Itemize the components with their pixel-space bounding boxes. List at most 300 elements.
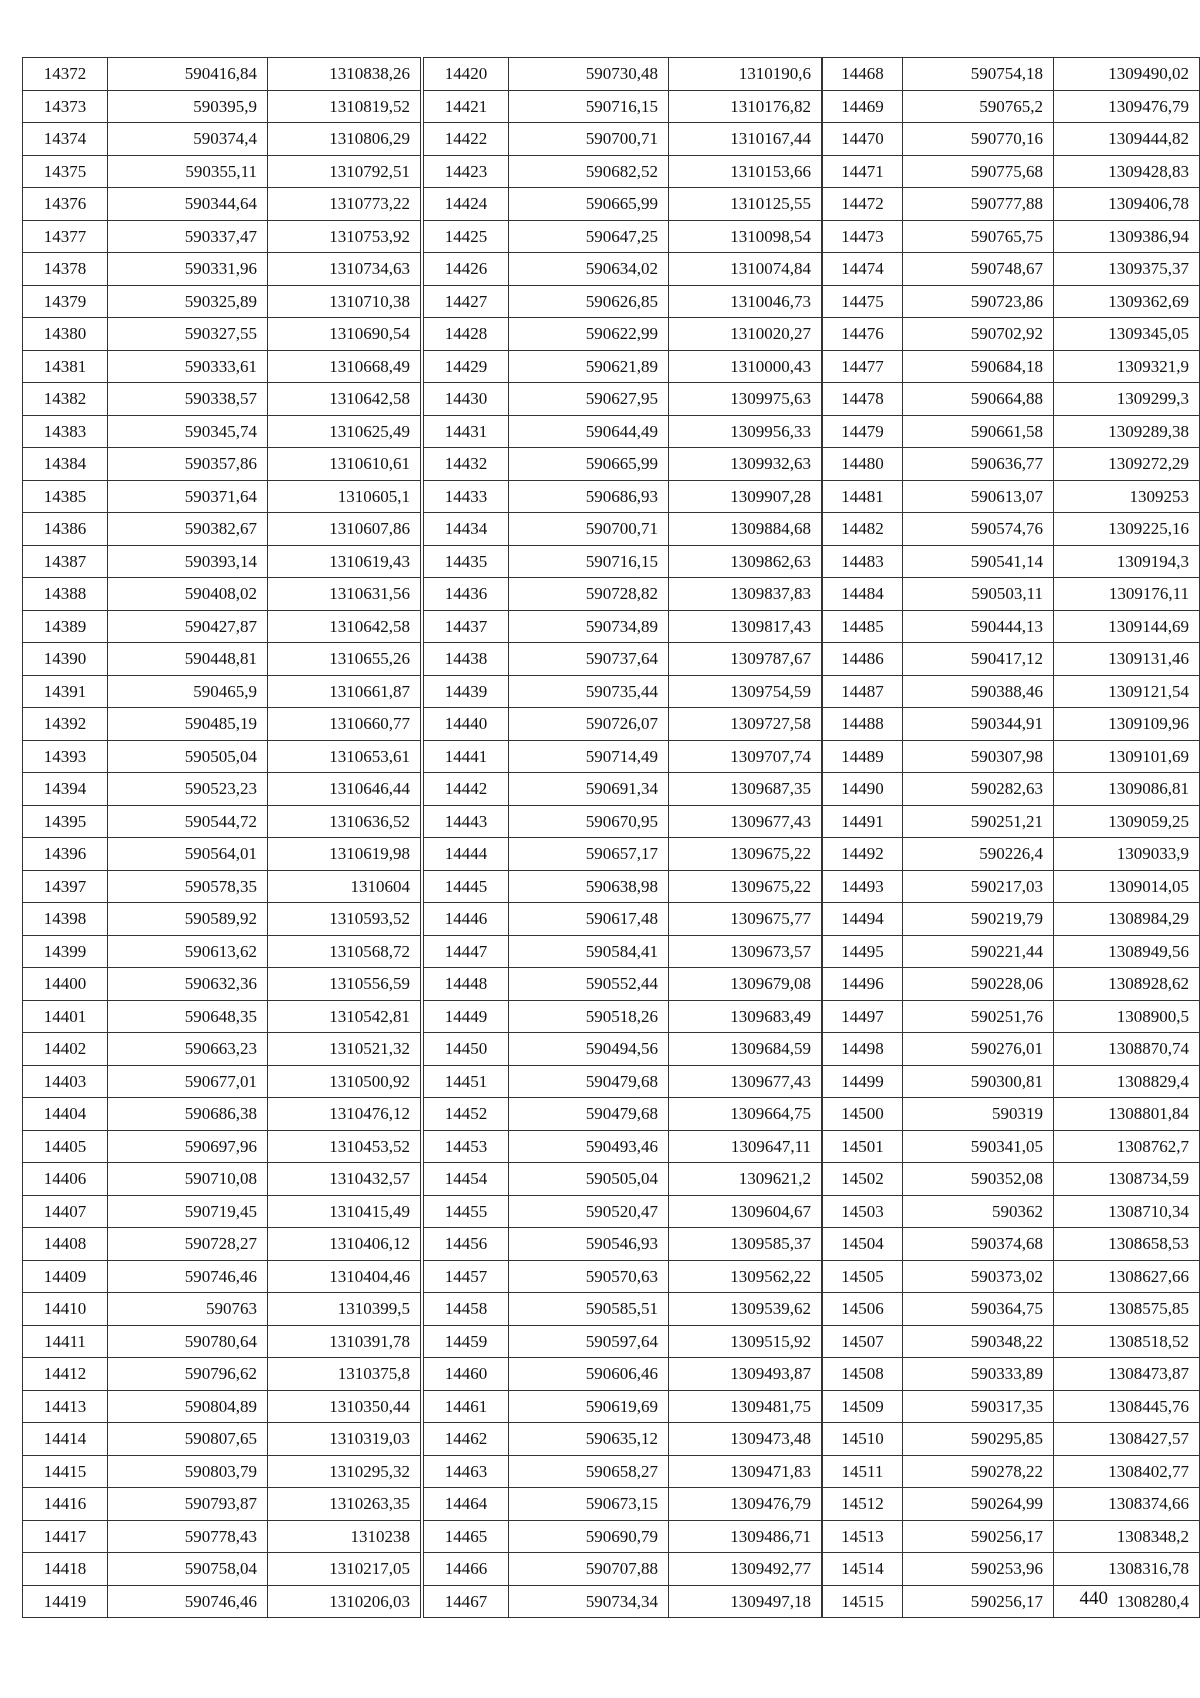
point-number-cell: 14476 bbox=[823, 318, 903, 351]
table-row bbox=[823, 773, 1200, 806]
x-coordinate-cell: 590331,96 bbox=[108, 253, 268, 286]
y-coordinate-cell: 1309684,59 bbox=[669, 1033, 822, 1066]
x-coordinate-cell: 590734,89 bbox=[509, 610, 669, 643]
point-number-cell: 14383 bbox=[23, 415, 108, 448]
x-coordinate-cell: 590621,89 bbox=[509, 350, 669, 383]
y-coordinate-cell: 1309492,77 bbox=[669, 1553, 822, 1586]
point-number-cell: 14391 bbox=[23, 675, 108, 708]
y-coordinate-cell: 1310660,77 bbox=[268, 708, 421, 741]
x-coordinate-cell: 590307,98 bbox=[902, 740, 1053, 773]
y-coordinate-cell: 1309109,96 bbox=[1053, 708, 1199, 741]
y-coordinate-cell: 1309362,69 bbox=[1053, 285, 1199, 318]
x-coordinate-cell: 590221,44 bbox=[902, 935, 1053, 968]
table-row bbox=[23, 1098, 421, 1131]
x-coordinate-cell: 590485,19 bbox=[108, 708, 268, 741]
table-row bbox=[23, 448, 421, 481]
table-row bbox=[23, 903, 421, 936]
x-coordinate-cell: 590647,25 bbox=[509, 220, 669, 253]
point-number-cell: 14425 bbox=[424, 220, 509, 253]
x-coordinate-cell: 590686,38 bbox=[108, 1098, 268, 1131]
point-number-cell: 14396 bbox=[23, 838, 108, 871]
table-row bbox=[23, 935, 421, 968]
x-coordinate-cell: 590448,81 bbox=[108, 643, 268, 676]
x-coordinate-cell: 590700,71 bbox=[509, 513, 669, 546]
point-number-cell: 14480 bbox=[823, 448, 903, 481]
y-coordinate-cell: 1309131,46 bbox=[1053, 643, 1199, 676]
y-coordinate-cell: 1309837,83 bbox=[669, 578, 822, 611]
point-number-cell: 14410 bbox=[23, 1293, 108, 1326]
page-number: 440 bbox=[1079, 1588, 1108, 1609]
point-number-cell: 14451 bbox=[424, 1065, 509, 1098]
point-number-cell: 14447 bbox=[424, 935, 509, 968]
y-coordinate-cell: 1309272,29 bbox=[1053, 448, 1199, 481]
point-number-cell: 14445 bbox=[424, 870, 509, 903]
y-coordinate-cell: 1308316,78 bbox=[1053, 1553, 1199, 1586]
y-coordinate-cell: 1308734,59 bbox=[1053, 1163, 1199, 1196]
y-coordinate-cell: 1309486,71 bbox=[669, 1520, 822, 1553]
y-coordinate-cell: 1308575,85 bbox=[1053, 1293, 1199, 1326]
x-coordinate-cell: 590670,95 bbox=[509, 805, 669, 838]
table-row bbox=[424, 383, 822, 416]
y-coordinate-cell: 1309121,54 bbox=[1053, 675, 1199, 708]
point-number-cell: 14412 bbox=[23, 1358, 108, 1391]
point-number-cell: 14478 bbox=[823, 383, 903, 416]
table-row bbox=[823, 1130, 1200, 1163]
y-coordinate-cell: 1310655,26 bbox=[268, 643, 421, 676]
point-number-cell: 14460 bbox=[424, 1358, 509, 1391]
table-row bbox=[23, 188, 421, 221]
table-row bbox=[23, 1585, 421, 1618]
point-number-cell: 14465 bbox=[424, 1520, 509, 1553]
y-coordinate-cell: 1309014,05 bbox=[1053, 870, 1199, 903]
table-row bbox=[424, 448, 822, 481]
point-number-cell: 14483 bbox=[823, 545, 903, 578]
x-coordinate-cell: 590648,35 bbox=[108, 1000, 268, 1033]
y-coordinate-cell: 1309289,38 bbox=[1053, 415, 1199, 448]
point-number-cell: 14452 bbox=[424, 1098, 509, 1131]
x-coordinate-cell: 590333,89 bbox=[902, 1358, 1053, 1391]
y-coordinate-cell: 1310646,44 bbox=[268, 773, 421, 806]
table-row bbox=[823, 155, 1200, 188]
point-number-cell: 14373 bbox=[23, 90, 108, 123]
x-coordinate-cell: 590638,98 bbox=[509, 870, 669, 903]
point-number-cell: 14389 bbox=[23, 610, 108, 643]
x-coordinate-cell: 590444,13 bbox=[902, 610, 1053, 643]
x-coordinate-cell: 590300,81 bbox=[902, 1065, 1053, 1098]
point-number-cell: 14454 bbox=[424, 1163, 509, 1196]
x-coordinate-cell: 590570,63 bbox=[509, 1260, 669, 1293]
y-coordinate-cell: 1309562,22 bbox=[669, 1260, 822, 1293]
y-coordinate-cell: 1310074,84 bbox=[669, 253, 822, 286]
x-coordinate-cell: 590778,43 bbox=[108, 1520, 268, 1553]
table-row bbox=[823, 480, 1200, 513]
x-coordinate-cell: 590256,17 bbox=[902, 1585, 1053, 1618]
point-number-cell: 14381 bbox=[23, 350, 108, 383]
x-coordinate-cell: 590716,15 bbox=[509, 90, 669, 123]
y-coordinate-cell: 1308280,4 bbox=[1053, 1585, 1199, 1618]
table-row bbox=[823, 318, 1200, 351]
point-number-cell: 14402 bbox=[23, 1033, 108, 1066]
x-coordinate-cell: 590552,44 bbox=[509, 968, 669, 1001]
point-number-cell: 14434 bbox=[424, 513, 509, 546]
x-coordinate-cell: 590613,62 bbox=[108, 935, 268, 968]
point-number-cell: 14515 bbox=[823, 1585, 903, 1618]
point-number-cell: 14510 bbox=[823, 1423, 903, 1456]
y-coordinate-cell: 1310476,12 bbox=[268, 1098, 421, 1131]
x-coordinate-cell: 590408,02 bbox=[108, 578, 268, 611]
y-coordinate-cell: 1310167,44 bbox=[669, 123, 822, 156]
point-number-cell: 14392 bbox=[23, 708, 108, 741]
x-coordinate-cell: 590494,56 bbox=[509, 1033, 669, 1066]
table-row bbox=[823, 1293, 1200, 1326]
x-coordinate-cell: 590803,79 bbox=[108, 1455, 268, 1488]
y-coordinate-cell: 1308984,29 bbox=[1053, 903, 1199, 936]
coordinate-table-2 bbox=[423, 57, 822, 1618]
y-coordinate-cell: 1308374,66 bbox=[1053, 1488, 1199, 1521]
point-number-cell: 14474 bbox=[823, 253, 903, 286]
point-number-cell: 14486 bbox=[823, 643, 903, 676]
table-row bbox=[23, 1163, 421, 1196]
point-number-cell: 14456 bbox=[424, 1228, 509, 1261]
x-coordinate-cell: 590758,04 bbox=[108, 1553, 268, 1586]
y-coordinate-cell: 1309515,92 bbox=[669, 1325, 822, 1358]
point-number-cell: 14458 bbox=[424, 1293, 509, 1326]
point-number-cell: 14489 bbox=[823, 740, 903, 773]
x-coordinate-cell: 590664,88 bbox=[902, 383, 1053, 416]
table-row bbox=[823, 1098, 1200, 1131]
y-coordinate-cell: 1309059,25 bbox=[1053, 805, 1199, 838]
point-number-cell: 14491 bbox=[823, 805, 903, 838]
y-coordinate-cell: 1308762,7 bbox=[1053, 1130, 1199, 1163]
point-number-cell: 14417 bbox=[23, 1520, 108, 1553]
point-number-cell: 14406 bbox=[23, 1163, 108, 1196]
point-number-cell: 14424 bbox=[424, 188, 509, 221]
y-coordinate-cell: 1308829,4 bbox=[1053, 1065, 1199, 1098]
x-coordinate-cell: 590665,99 bbox=[509, 448, 669, 481]
table-row bbox=[424, 1520, 822, 1553]
y-coordinate-cell: 1308658,53 bbox=[1053, 1228, 1199, 1261]
table-row bbox=[424, 1033, 822, 1066]
table-row bbox=[823, 1390, 1200, 1423]
point-number-cell: 14453 bbox=[424, 1130, 509, 1163]
point-number-cell: 14441 bbox=[424, 740, 509, 773]
x-coordinate-cell: 590325,89 bbox=[108, 285, 268, 318]
point-number-cell: 14512 bbox=[823, 1488, 903, 1521]
table-row bbox=[23, 578, 421, 611]
point-number-cell: 14405 bbox=[23, 1130, 108, 1163]
table-row bbox=[23, 90, 421, 123]
x-coordinate-cell: 590796,62 bbox=[108, 1358, 268, 1391]
table-row bbox=[23, 1033, 421, 1066]
y-coordinate-cell: 1310773,22 bbox=[268, 188, 421, 221]
x-coordinate-cell: 590617,48 bbox=[509, 903, 669, 936]
table-row bbox=[424, 188, 822, 221]
x-coordinate-cell: 590807,65 bbox=[108, 1423, 268, 1456]
point-number-cell: 14492 bbox=[823, 838, 903, 871]
table-row bbox=[424, 1358, 822, 1391]
x-coordinate-cell: 590295,85 bbox=[902, 1423, 1053, 1456]
y-coordinate-cell: 1309647,11 bbox=[669, 1130, 822, 1163]
table-row bbox=[823, 1358, 1200, 1391]
table-row bbox=[823, 448, 1200, 481]
point-number-cell: 14499 bbox=[823, 1065, 903, 1098]
x-coordinate-cell: 590714,49 bbox=[509, 740, 669, 773]
point-number-cell: 14423 bbox=[424, 155, 509, 188]
table-row bbox=[424, 903, 822, 936]
y-coordinate-cell: 1310391,78 bbox=[268, 1325, 421, 1358]
table-row bbox=[23, 1520, 421, 1553]
y-coordinate-cell: 1309677,43 bbox=[669, 805, 822, 838]
point-number-cell: 14397 bbox=[23, 870, 108, 903]
table-row bbox=[823, 968, 1200, 1001]
point-number-cell: 14432 bbox=[424, 448, 509, 481]
table-row bbox=[424, 1293, 822, 1326]
table-row bbox=[23, 1065, 421, 1098]
y-coordinate-cell: 1308473,87 bbox=[1053, 1358, 1199, 1391]
x-coordinate-cell: 590338,57 bbox=[108, 383, 268, 416]
y-coordinate-cell: 1310153,66 bbox=[669, 155, 822, 188]
point-number-cell: 14395 bbox=[23, 805, 108, 838]
point-number-cell: 14427 bbox=[424, 285, 509, 318]
x-coordinate-cell: 590723,86 bbox=[902, 285, 1053, 318]
y-coordinate-cell: 1310406,12 bbox=[268, 1228, 421, 1261]
table-row bbox=[823, 1195, 1200, 1228]
table-row bbox=[823, 1553, 1200, 1586]
y-coordinate-cell: 1310190,6 bbox=[669, 58, 822, 91]
table-row bbox=[424, 350, 822, 383]
x-coordinate-cell: 590251,76 bbox=[902, 1000, 1053, 1033]
point-number-cell: 14493 bbox=[823, 870, 903, 903]
x-coordinate-cell: 590700,71 bbox=[509, 123, 669, 156]
y-coordinate-cell: 1310542,81 bbox=[268, 1000, 421, 1033]
table-row bbox=[823, 675, 1200, 708]
x-coordinate-cell: 590754,18 bbox=[902, 58, 1053, 91]
point-number-cell: 14446 bbox=[424, 903, 509, 936]
table-row bbox=[23, 285, 421, 318]
table-row bbox=[424, 675, 822, 708]
table-row bbox=[424, 805, 822, 838]
y-coordinate-cell: 1309144,69 bbox=[1053, 610, 1199, 643]
point-number-cell: 14508 bbox=[823, 1358, 903, 1391]
point-number-cell: 14464 bbox=[424, 1488, 509, 1521]
table-row bbox=[424, 1455, 822, 1488]
y-coordinate-cell: 1309493,87 bbox=[669, 1358, 822, 1391]
table-row bbox=[823, 903, 1200, 936]
y-coordinate-cell: 1310432,57 bbox=[268, 1163, 421, 1196]
table-row bbox=[23, 155, 421, 188]
x-coordinate-cell: 590256,17 bbox=[902, 1520, 1053, 1553]
table-row bbox=[424, 740, 822, 773]
y-coordinate-cell: 1310453,52 bbox=[268, 1130, 421, 1163]
point-number-cell: 14404 bbox=[23, 1098, 108, 1131]
x-coordinate-cell: 590253,96 bbox=[902, 1553, 1053, 1586]
point-number-cell: 14466 bbox=[424, 1553, 509, 1586]
point-number-cell: 14496 bbox=[823, 968, 903, 1001]
x-coordinate-cell: 590333,61 bbox=[108, 350, 268, 383]
y-coordinate-cell: 1309444,82 bbox=[1053, 123, 1199, 156]
x-coordinate-cell: 590622,99 bbox=[509, 318, 669, 351]
x-coordinate-cell: 590493,46 bbox=[509, 1130, 669, 1163]
point-number-cell: 14488 bbox=[823, 708, 903, 741]
x-coordinate-cell: 590278,22 bbox=[902, 1455, 1053, 1488]
table-row bbox=[424, 513, 822, 546]
x-coordinate-cell: 590726,07 bbox=[509, 708, 669, 741]
y-coordinate-cell: 1309975,63 bbox=[669, 383, 822, 416]
x-coordinate-cell: 590564,01 bbox=[108, 838, 268, 871]
x-coordinate-cell: 590337,47 bbox=[108, 220, 268, 253]
table-row bbox=[424, 708, 822, 741]
x-coordinate-cell: 590520,47 bbox=[509, 1195, 669, 1228]
x-coordinate-cell: 590503,11 bbox=[902, 578, 1053, 611]
point-number-cell: 14481 bbox=[823, 480, 903, 513]
y-coordinate-cell: 1308518,52 bbox=[1053, 1325, 1199, 1358]
y-coordinate-cell: 1309101,69 bbox=[1053, 740, 1199, 773]
y-coordinate-cell: 1309225,16 bbox=[1053, 513, 1199, 546]
x-coordinate-cell: 590702,92 bbox=[902, 318, 1053, 351]
x-coordinate-cell: 590352,08 bbox=[902, 1163, 1053, 1196]
y-coordinate-cell: 1308710,34 bbox=[1053, 1195, 1199, 1228]
x-coordinate-cell: 590344,64 bbox=[108, 188, 268, 221]
table-row bbox=[823, 1455, 1200, 1488]
x-coordinate-cell: 590228,06 bbox=[902, 968, 1053, 1001]
x-coordinate-cell: 590644,49 bbox=[509, 415, 669, 448]
table-row bbox=[23, 1228, 421, 1261]
y-coordinate-cell: 1310610,61 bbox=[268, 448, 421, 481]
point-number-cell: 14511 bbox=[823, 1455, 903, 1488]
x-coordinate-cell: 590730,48 bbox=[509, 58, 669, 91]
y-coordinate-cell: 1310661,87 bbox=[268, 675, 421, 708]
table-row bbox=[823, 740, 1200, 773]
table-row bbox=[424, 90, 822, 123]
point-number-cell: 14479 bbox=[823, 415, 903, 448]
point-number-cell: 14482 bbox=[823, 513, 903, 546]
table-row bbox=[424, 1325, 822, 1358]
table-row bbox=[424, 1553, 822, 1586]
y-coordinate-cell: 1309687,35 bbox=[669, 773, 822, 806]
point-number-cell: 14461 bbox=[424, 1390, 509, 1423]
point-number-cell: 14380 bbox=[23, 318, 108, 351]
table-row bbox=[823, 870, 1200, 903]
x-coordinate-cell: 590374,4 bbox=[108, 123, 268, 156]
y-coordinate-cell: 1309664,75 bbox=[669, 1098, 822, 1131]
point-number-cell: 14438 bbox=[424, 643, 509, 676]
y-coordinate-cell: 1310350,44 bbox=[268, 1390, 421, 1423]
table-row bbox=[823, 1520, 1200, 1553]
table-row bbox=[23, 350, 421, 383]
table-row bbox=[23, 1130, 421, 1163]
table-row bbox=[823, 415, 1200, 448]
table-row bbox=[23, 805, 421, 838]
point-number-cell: 14484 bbox=[823, 578, 903, 611]
table-row bbox=[424, 1130, 822, 1163]
point-number-cell: 14485 bbox=[823, 610, 903, 643]
table-row bbox=[823, 610, 1200, 643]
table-row bbox=[823, 1000, 1200, 1033]
table-row bbox=[424, 480, 822, 513]
y-coordinate-cell: 1309194,3 bbox=[1053, 545, 1199, 578]
point-number-cell: 14442 bbox=[424, 773, 509, 806]
table-row bbox=[424, 1585, 822, 1618]
x-coordinate-cell: 590746,46 bbox=[108, 1585, 268, 1618]
table-row bbox=[23, 968, 421, 1001]
x-coordinate-cell: 590541,14 bbox=[902, 545, 1053, 578]
table-row bbox=[424, 610, 822, 643]
point-number-cell: 14495 bbox=[823, 935, 903, 968]
table-row bbox=[424, 1390, 822, 1423]
x-coordinate-cell: 590770,16 bbox=[902, 123, 1053, 156]
point-number-cell: 14500 bbox=[823, 1098, 903, 1131]
y-coordinate-cell: 1308949,56 bbox=[1053, 935, 1199, 968]
y-coordinate-cell: 1309884,68 bbox=[669, 513, 822, 546]
point-number-cell: 14503 bbox=[823, 1195, 903, 1228]
table-row bbox=[23, 383, 421, 416]
table-row bbox=[823, 838, 1200, 871]
y-coordinate-cell: 1310753,92 bbox=[268, 220, 421, 253]
point-number-cell: 14386 bbox=[23, 513, 108, 546]
table-row bbox=[23, 480, 421, 513]
point-number-cell: 14382 bbox=[23, 383, 108, 416]
y-coordinate-cell: 1309683,49 bbox=[669, 1000, 822, 1033]
table-row bbox=[23, 1358, 421, 1391]
y-coordinate-cell: 1310295,32 bbox=[268, 1455, 421, 1488]
y-coordinate-cell: 1309386,94 bbox=[1053, 220, 1199, 253]
x-coordinate-cell: 590382,67 bbox=[108, 513, 268, 546]
y-coordinate-cell: 1308348,2 bbox=[1053, 1520, 1199, 1553]
table-row bbox=[424, 1488, 822, 1521]
point-number-cell: 14462 bbox=[424, 1423, 509, 1456]
x-coordinate-cell: 590226,4 bbox=[902, 838, 1053, 871]
table-row bbox=[424, 935, 822, 968]
table-row bbox=[823, 1228, 1200, 1261]
y-coordinate-cell: 1309471,83 bbox=[669, 1455, 822, 1488]
table-row bbox=[823, 1260, 1200, 1293]
x-coordinate-cell: 590737,64 bbox=[509, 643, 669, 676]
x-coordinate-cell: 590479,68 bbox=[509, 1098, 669, 1131]
y-coordinate-cell: 1309675,22 bbox=[669, 838, 822, 871]
point-number-cell: 14403 bbox=[23, 1065, 108, 1098]
point-number-cell: 14411 bbox=[23, 1325, 108, 1358]
table-row bbox=[823, 1325, 1200, 1358]
x-coordinate-cell: 590635,12 bbox=[509, 1423, 669, 1456]
table-row bbox=[424, 285, 822, 318]
x-coordinate-cell: 590388,46 bbox=[902, 675, 1053, 708]
table-row bbox=[23, 708, 421, 741]
point-number-cell: 14470 bbox=[823, 123, 903, 156]
table-row bbox=[23, 58, 421, 91]
point-number-cell: 14472 bbox=[823, 188, 903, 221]
point-number-cell: 14416 bbox=[23, 1488, 108, 1521]
table-row bbox=[23, 253, 421, 286]
y-coordinate-cell: 1309497,18 bbox=[669, 1585, 822, 1618]
table-row bbox=[23, 318, 421, 351]
table-row bbox=[424, 968, 822, 1001]
table-row bbox=[823, 1033, 1200, 1066]
x-coordinate-cell: 590735,44 bbox=[509, 675, 669, 708]
x-coordinate-cell: 590264,99 bbox=[902, 1488, 1053, 1521]
x-coordinate-cell: 590804,89 bbox=[108, 1390, 268, 1423]
point-number-cell: 14455 bbox=[424, 1195, 509, 1228]
table-row bbox=[424, 1260, 822, 1293]
y-coordinate-cell: 1309675,22 bbox=[669, 870, 822, 903]
table-row bbox=[23, 1455, 421, 1488]
y-coordinate-cell: 1309727,58 bbox=[669, 708, 822, 741]
table-row bbox=[23, 610, 421, 643]
x-coordinate-cell: 590374,68 bbox=[902, 1228, 1053, 1261]
table-row bbox=[424, 1228, 822, 1261]
y-coordinate-cell: 1309476,79 bbox=[669, 1488, 822, 1521]
point-number-cell: 14428 bbox=[424, 318, 509, 351]
point-number-cell: 14507 bbox=[823, 1325, 903, 1358]
